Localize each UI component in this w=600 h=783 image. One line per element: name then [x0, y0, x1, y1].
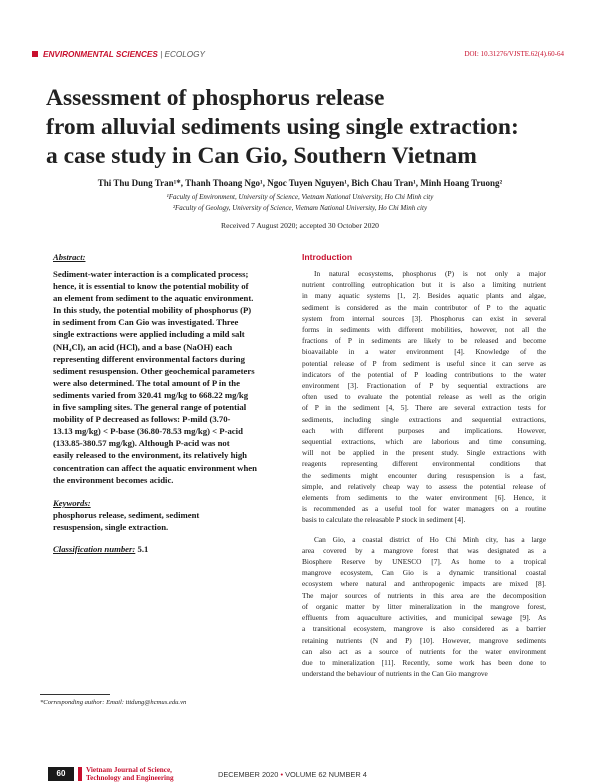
paragraph-line: nutrient controlling eutrophication but it is also a limiting nutrient	[302, 280, 546, 290]
paragraph-line: is recommended as a useful tool for water managers on a routine	[302, 504, 546, 514]
paragraph-line: will not be applied in the present study. Single extractions with	[302, 448, 546, 458]
abstract-line: 13.13 mg/kg) < P-base (36.80-78.53 mg/kg) < P-acid	[53, 426, 243, 437]
author-list: Thi Thu Dung Tran¹*, Thanh Thoang Ngo¹, Ngoc Tuyen Nguyen¹, Bich Chau Tran¹, Minh Hoang Truong²	[97, 178, 503, 188]
abstract-line: (133.85-380.57 mg/kg). Although P-acid was not	[53, 438, 230, 449]
title-line: Assessment of phosphorus release	[46, 85, 385, 111]
journal-name	[86, 766, 174, 782]
keywords-text-1: phosphorus release, sediment, sediment	[53, 509, 200, 520]
affiliation-2: ²Faculty of Geology, University of Science, Vietnam National University, Ho Chi Minh city	[172, 204, 428, 212]
abstract-line: the environment becomes acidic.	[53, 474, 174, 485]
abstract-line: concentration can affect the aquatic environment when	[53, 462, 257, 473]
paragraph-line: ecosystem where natural and anthropogenic impacts are mixed [8].	[302, 579, 546, 589]
section-label	[32, 50, 205, 59]
corresponding-author-footnote: *Corresponding author: Email: tttdung@hcmus.edu.vn	[40, 699, 187, 706]
abstract-line: sediment resuspension. Other geochemical parameters	[53, 365, 255, 376]
classification-value: 5.1	[135, 543, 149, 554]
paragraph-line: elements from sediments to the water environment [6]. Hence, it	[302, 493, 546, 503]
paragraph-line: sequential extractions, which are laborious and time consuming,	[302, 437, 546, 447]
volume-number: VOLUME 62 NUMBER 4	[285, 770, 367, 779]
paragraph-line: a transitional ecosystem, mangrove is also considered as a barrier	[302, 624, 546, 634]
journal-bar	[78, 767, 82, 781]
abstract-line: Sediment-water interaction is a complicated process;	[53, 269, 249, 279]
paragraph-line: bioavailable in a water environment [4]. Knowledge of the	[302, 347, 546, 357]
paragraph-line: of organic matter by litter mineralization in the mangrove forest,	[302, 601, 546, 611]
intro-paragraph-2	[302, 534, 546, 680]
abstract-line: sediments varied from 320.41 mg/kg to 668.22 mg/kg	[53, 389, 249, 400]
paragraph-line: forms in sediments with different mobilities, however, not all the	[302, 325, 546, 335]
paragraph-line: potential release of P from sediment is useful since it can serve as	[302, 358, 546, 368]
paragraph-line: mangrove ecosystem, Can Gio is a dynamic transitional coastal	[302, 568, 546, 578]
paragraph-line: each with different purposes and implications. However,	[302, 425, 546, 435]
paragraph-line: sediments, including single extractions and sequential extractions,	[302, 414, 546, 424]
category: ENVIRONMENTAL SCIENCES	[43, 50, 158, 59]
introduction-heading: Introduction	[302, 252, 353, 262]
paragraph-line: environment [3]. Fractionation of P by sequential extractions are	[302, 381, 546, 391]
paragraph-line: due to mineralization [11]. Recently, some work has been done to	[302, 657, 546, 667]
keywords-text-2: resuspension, single extraction.	[53, 521, 169, 532]
subcategory: ECOLOGY	[164, 50, 205, 59]
paragraph-line: sediment is considered as the main contributor of P to the aquatic	[302, 302, 546, 312]
keywords-line	[53, 497, 285, 521]
keywords-label: Keywords:	[53, 497, 91, 508]
paragraph-line: area covered by a mangrove forest that was designated as a	[302, 545, 546, 555]
affiliation-1: ¹Faculty of Environment, University of Science, Vietnam National University, Ho Chi Minh city	[166, 193, 434, 201]
page-footer	[48, 767, 568, 781]
paragraph-line: system from internal sources [3]. Phosphorus can exist in several	[302, 313, 546, 323]
abstract-line: in five sampling sites. The general range of potential	[53, 402, 247, 413]
abstract-line: mobility of P decreased as follows: P-mild (3.70-	[53, 414, 231, 425]
running-header	[32, 50, 564, 64]
abstract-line: representing different environmental factors during	[53, 353, 245, 364]
abstract-line: (NH₄Cl), an acid (HCl), and a base (NaOH) each	[53, 341, 233, 352]
bullet: •	[278, 770, 286, 779]
paragraph-line: simple, and relatively cheap way to assess the potential release of	[302, 481, 546, 491]
paragraph-line: fractions of P in sediments are likely to be released and become	[302, 336, 546, 346]
abstract-text	[53, 268, 285, 486]
red-square-icon	[32, 51, 38, 57]
footnote-rule	[40, 694, 110, 695]
journal-line: Vietnam Journal of Science,	[86, 766, 172, 774]
title-line: from alluvial sediments using single extraction:	[46, 114, 519, 140]
paragraph-line: effluents from aquaculture activities, and municipal sewage [9]. As	[302, 613, 546, 623]
abstract-line: an element from sediment to the aquatic environment.	[53, 293, 254, 304]
abstract-column	[53, 252, 285, 554]
separator: |	[157, 50, 165, 59]
issue-date: DECEMBER 2020	[218, 770, 279, 779]
paragraph-line: the sediments might encounter during resuspension is a fast,	[302, 470, 546, 480]
journal-line: Technology and Engineering	[86, 774, 174, 782]
received-dates: Received 7 August 2020; accepted 30 October 2020	[221, 221, 379, 230]
paragraph-line: often used to evaluate the potential release as well as the origin	[302, 392, 546, 402]
paragraph-line: indicators of the potential of P loading contributions to the water	[302, 369, 546, 379]
paragraph-line: retaining nutrients (N and P) [10]. However, mangrove sediments	[302, 635, 546, 645]
page-number: 60	[48, 767, 74, 781]
paragraph-line: In natural ecosystems, phosphorus (P) is not only a major	[314, 269, 546, 278]
keywords	[53, 497, 285, 533]
paragraph-line: understand the behaviour of nutrients in the Can Gio mangrove	[302, 669, 488, 679]
abstract-line: were also determined. The total amount of P in the	[53, 377, 240, 388]
paragraph-line: basis to calculate the releasable P stock in sediment [4].	[302, 515, 466, 525]
introduction-column	[302, 252, 546, 679]
doi-link[interactable]: DOI: 10.31276/VJSTE.62(4).60-64	[464, 50, 564, 58]
paragraph-line: reagents representing different environmental conditions that	[302, 459, 546, 469]
title-line: a case study in Can Gio, Southern Vietnam	[46, 143, 477, 169]
abstract-line: hence, it is essential to know the potential mobility of	[53, 281, 249, 292]
classification-label: Classification number:	[53, 543, 136, 554]
abstract-heading: Abstract:	[53, 252, 86, 262]
abstract-line: single extractions were applied including a mild salt	[53, 329, 245, 340]
issue-info	[218, 770, 367, 779]
paragraph-line: can also act as a source of nutrients for the water environment	[302, 646, 546, 656]
abstract-line: easily released to the environment, its relatively high	[53, 450, 248, 461]
paragraph-line: Biosphere Reserve by UNESCO [7]. As home to a tropical	[302, 557, 546, 567]
paragraph-line: of P in the sediment [4, 5]. There are several extraction tests for	[302, 403, 546, 413]
intro-paragraph-1	[302, 268, 546, 526]
abstract-line: in sediment from Can Gio was investigated. Three	[53, 317, 239, 328]
classification	[53, 544, 285, 554]
abstract-line: In this study, the potential mobility of phosphorus (P)	[53, 305, 252, 316]
paragraph-line: The major sources of nutrients in this area are the decomposition	[302, 590, 546, 600]
paragraph-line: in many aquatic systems [1, 2]. Besides aquatic plants and algae,	[302, 291, 546, 301]
paragraph-line: Can Gio, a coastal district of Ho Chi Minh city, has a large	[314, 534, 546, 544]
article-title	[46, 84, 566, 171]
